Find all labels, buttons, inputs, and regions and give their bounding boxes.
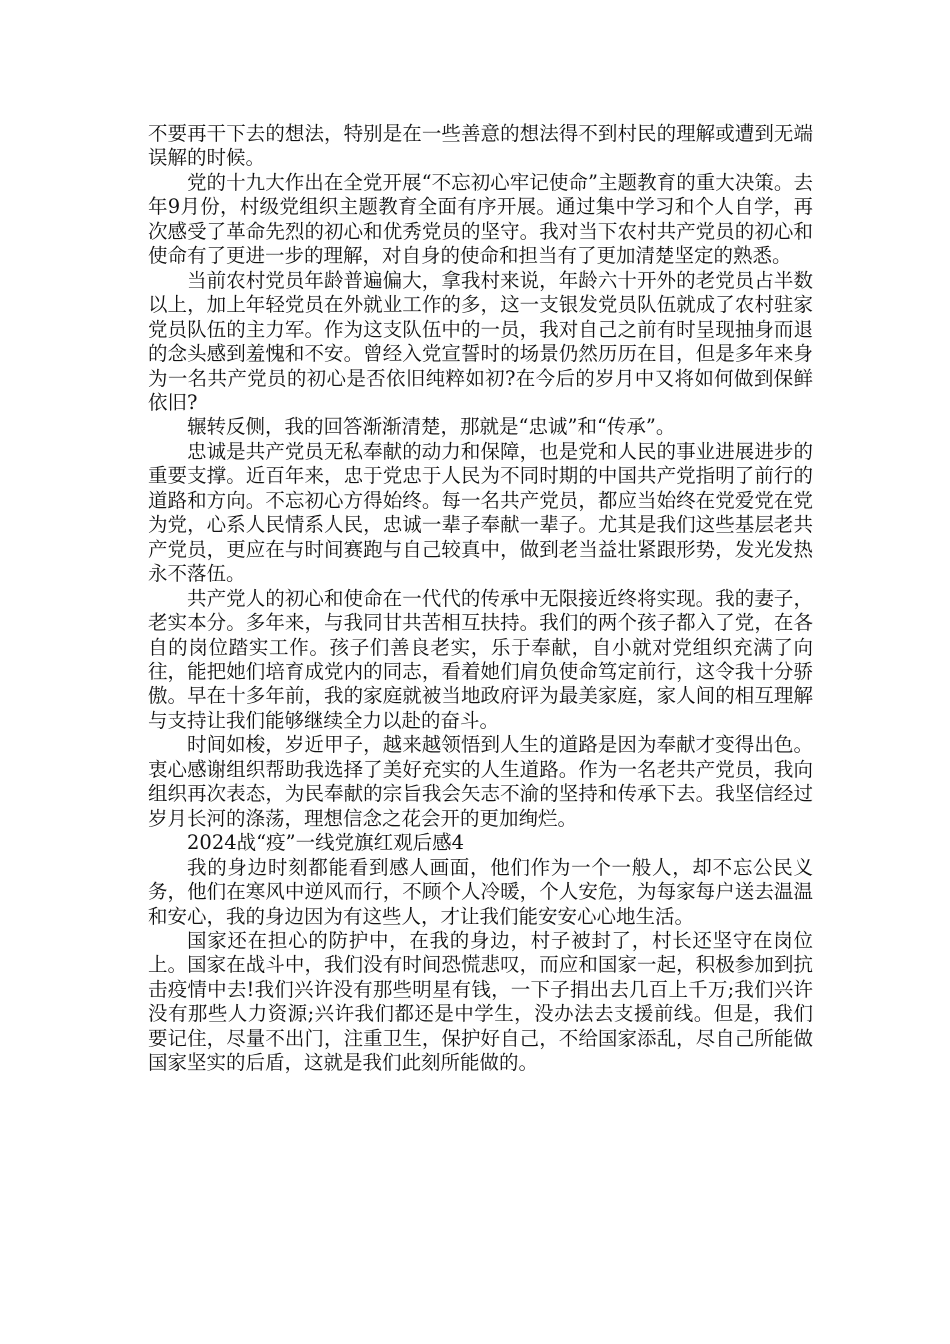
paragraph-touching-scenes: 我的身边时刻都能看到感人画面，他们作为一个一般人，却不忘公民义务，他们在寒风中逆风而行，不顾个人冷暖，个人安危，为每家每户送去温温和安心，我的身边因为有这些人，才让我们能安安心心地生活。 xyxy=(148,855,813,928)
paragraph-continuation: 不要再干下去的想法，特别是在一些善意的想法得不到村民的理解或遭到无端误解的时候。 xyxy=(148,122,813,170)
paragraph-inheritance: 共产党人的初心和使命在一代代的传承中无限接近终将实现。我的妻子，老实本分。多年来，与我同甘共苦相互扶持。我们的两个孩子都入了党，在各自的岗位踏实工作。孩子们善良老实，乐于奉献，自小就对党组织充满了向往，能把她们培育成党内的同志，看着她们肩负使命笃定前行，这令我十分骄傲。早在十多年前，我的家庭就被当地政府评为最美家庭，家人间的相互理解与支持让我们能够继续全力以赴的奋斗。 xyxy=(148,586,813,732)
paragraph-loyalty: 忠诚是共产党员无私奉献的动力和保障，也是党和人民的事业进展进步的重要支撑。近百年来，忠于党忠于人民为不同时期的中国共产党指明了前行的道路和方向。不忘初心方得始终。每一名共产党员，都应当始终在党爱党在党为党，心系人民情系人民，忠诚一辈子奉献一辈子。尤其是我们这些基层老共产党员，更应在与时间赛跑与自己较真中，做到老当益壮紧跟形势，发光发热永不落伍。 xyxy=(148,439,813,586)
document-body xyxy=(148,122,813,1076)
paragraph-loyalty-inheritance: 辗转反侧，我的回答渐渐清楚，那就是“忠诚”和“传承”。 xyxy=(187,415,676,439)
paragraph-national-defense: 国家还在担心的防护中，在我的身边，村子被封了，村长还坚守在岗位上。国家在战斗中，我们没有时间恐慌悲叹，而应和国家一起，积极参加到抗击疫情中去!我们兴许没有那些明星有钱，一下子捐出去几百上千万;我们兴许没有那些人力资源;兴许我们都还是中学生，没办法去支援前线。但是，我们要记住，尽量不出门，注重卫生，保护好自己，不给国家添乱，尽自己所能做国家坚实的后盾，这就是我们此刻所能做的。 xyxy=(148,928,813,1075)
paragraph-conclusion: 时间如梭，岁近甲子，越来越领悟到人生的道路是因为奉献才变得出色。衷心感谢组织帮助我选择了美好充实的人生道路。作为一名老共产党员，我向组织再次表态，为民奉献的宗旨我会矢志不渝的坚持和传承下去。我坚信经过岁月长河的涤荡，理想信念之花会开的更加绚烂。 xyxy=(148,733,813,830)
paragraph-rural-party-members: 当前农村党员年龄普遍偏大，拿我村来说，年龄六十开外的老党员占半数以上，加上年轻党员在外就业工作的多，这一支银发党员队伍就成了农村驻家党员队伍的主力军。作为这支队伍中的一员，我对自己之前有时呈现抽身而退的念头感到羞愧和不安。曾经入党宣誓时的场景仍然历历在目，但是多年来身为一名共产党员的初心是否依旧纯粹如初?在今后的岁月中又将如何做到保鲜依旧? xyxy=(148,268,813,414)
paragraph-theme-education: 党的十九大作出在全党开展“不忘初心牢记使命”主题教育的重大决策。去年9月份，村级党组织主题教育全面有序开展。通过集中学习和个人自学，再次感受了革命先烈的初心和优秀党员的坚守。我对当下农村共产党员的初心和使命有了更进一步的理解，对自身的使命和担当有了更加清楚坚定的熟悉。 xyxy=(148,170,813,268)
section-heading: 2024战“疫”一线党旗红观后感4 xyxy=(187,831,464,855)
